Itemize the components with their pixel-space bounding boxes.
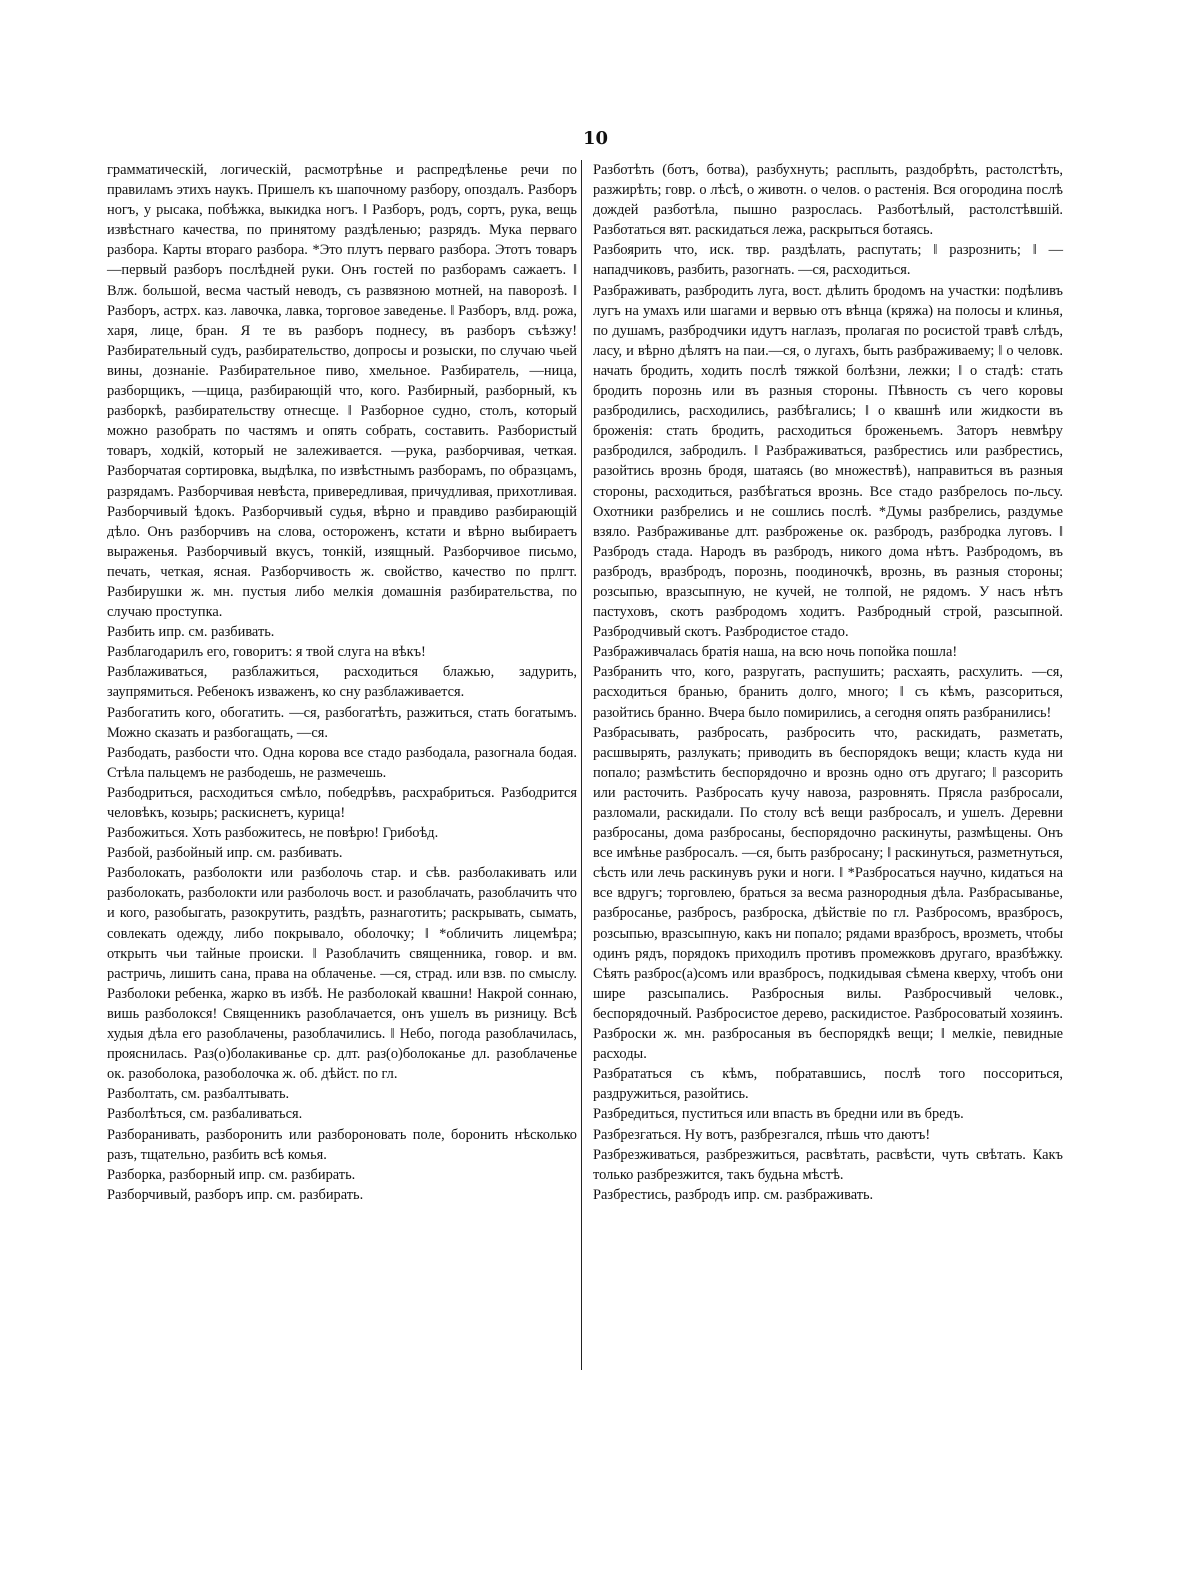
dictionary-entry: Разбодать, разбости что. Одна корова все стадо разбодала, разогнала бодая. Стѣла пальцемъ не разбодешь, не размечешь. xyxy=(107,744,577,781)
dictionary-entry: Разборка, разборный ипр. см. разбирать. xyxy=(107,1166,356,1183)
dictionary-entry: Разбрестись, разбродъ ипр. см. разбраживать. xyxy=(593,1186,874,1203)
page-number: 10 xyxy=(582,128,609,149)
right-column xyxy=(593,160,1063,1205)
dictionary-entry: Разбранить что, кого, разругать, распушить; расхаять, расхулить. —ся, расходиться бранью, бранить долго, много; ‖ съ кѣмъ, разсориться, разойтись бранно. Вчера было помирились, а сегодня опять разбранились! xyxy=(593,664,1063,721)
dictionary-entry: Разбрезгаться. Ну вотъ, разбрезгался, пѣшь что даютъ! xyxy=(593,1126,931,1143)
dictionary-entry: Разбить ипр. см. разбивать. xyxy=(107,624,275,641)
dictionary-entry: Разбраживчалась братія наша, на всю ночь попойка пошла! xyxy=(593,644,958,661)
dictionary-entry: Разборанивать, разборонить или разборонoвать поле, боронить нѣсколько разъ, тщательно, разбить всѣ комья. xyxy=(107,1126,577,1163)
dictionary-entry: Разбрезживаться, разбрезжиться, расвѣтать, расвѣсти, чуть свѣтать. Какъ только разбрезжится, такъ будьна мѣстѣ. xyxy=(593,1146,1063,1183)
column-divider xyxy=(581,160,582,1370)
dictionary-entry: Разбогатить кого, обогатить. —ся, разбогатѣть, разжиться, стать богатымъ. Можно сказать и разбогащать, —ся. xyxy=(107,704,577,741)
dictionary-entry: Разбоярить что, иск. твр. раздѣлать, распутать; ‖ разрознить; ‖ —нападчиковъ, разбить, разогнать. —ся, расходиться. xyxy=(593,242,1063,279)
dictionary-entry: Разболѣться, см. разбаливаться. xyxy=(107,1106,303,1123)
dictionary-entry: Разблаживаться, разблажиться, расходиться блажью, задурить, заупрямиться. Ребенокъ изваженъ, ко сну разблаживается. xyxy=(107,664,577,701)
dictionary-entry: Разбрататься съ кѣмъ, побратавшись, послѣ того поссориться, раздружиться, разойтись. xyxy=(593,1066,1063,1103)
dictionary-entry: Разбрасывать, разбросать, разбросить что, раскидать, разметать, расшвырять, разлукать; приводить въ беспорядокъ вещи; класть куда ни попало; размѣстить беспорядочно и врознь одно отъ другаго; ‖ разсорить или расточить. Разбросать кучу навоза, разровнять. Прясла разбросали, разломали, раскидали. По столу всѣ вещи разбросалъ, и ушелъ. Деревни разбросаны, дома разбросаны, беспорядочно раскинуты, размѣщены. Онъ все имѣнье разбросалъ. —ся, быть разбросану; ‖ раскинуться, разметнуться, сѣсть или лечь раскинувъ руки и ноги. ‖ *Разбросаться научно, кидаться на все вдругъ; торговлею, браться за весма разнородныя дѣла. Разбрасыванье, разбросанье, разбросъ, разброска, дѣйствіе по гл. Разбросомъ, вразбросъ, розсыпью, вразсыпную, какъ ни попало; рядами вразбросъ, врозметь, чтобы одинъ рядъ, порядокъ приходилъ противъ промежковъ другаго, вразбѣжку. Сѣять разброс(а)сомъ или вразбросъ, подкидывая сѣмена кверху, чтобъ они шире разсыпались. Разбросныя вилы. Разбросчивый человк., беспорядочный. Разбросистое дерево, раскидистое. Разбросоватый хозяинъ. Разброски ж. мн. разбросаныя въ беспорядкѣ вещи; ‖ мелкіе, певидные расходы. xyxy=(593,724,1063,1063)
dictionary-entry: Разбой, разбойный ипр. см. разбивать. xyxy=(107,845,343,862)
dictionary-entry: Разбожиться. Хоть разбожитесь, не повѣрю! Грибоѣд. xyxy=(107,825,439,842)
dictionary-entry: Разборчивый, разборъ ипр. см. разбирать. xyxy=(107,1186,364,1203)
dictionary-entry: Разботѣть (ботъ, ботва), разбухнуть; расплыть, раздобрѣть, растолстѣть, разжирѣть; говр. о лѣсѣ, о животн. о челов. о растенія. Вся огородина послѣ дождей разботѣла, пышно разрослась. Разботѣлый, растолстѣвшій. Разботаться вят. раскидаться лежа, раскрыться ботаясь. xyxy=(593,162,1063,239)
dictionary-entry: Разболокать, разболокти или разболочь стар. и сѣв. разболакивать или разболокать, разболокти или разболочь вост. и разоблачать, разоблачить что и кого, разобыгать, разокрутить, раздѣть, разнаготить; раскрывать, сымать, совлекать одежду, либо покрывало, оболочку; ‖ *обличить лицемѣра; открыть чьи тайные происки. ‖ Разоблачить священника, говор. и вм. растричь, лишить сана, права на облаченье. —ся, страд. или взв. по смыслу. Разболоки ребенка, жарко въ избѣ. Не разболокай квашни! Накрой соннаю, вишь разболокся! Священникъ разоблачается, онъ ушелъ въ ризницу. Всѣ худыя дѣла его разоблачены, разоблачились. ‖ Небо, погода разоблачилась, прояснилась. Раз(о)болакиванье ср. длт. раз(о)болоканье дл. разоблаченье ок. разоболока, разоболочка ж. об. дѣйст. по гл. xyxy=(107,865,577,1083)
dictionary-entry: грамматическій, логическій, расмотрѣнье и распредѣленье речи по правиламъ этихъ наукъ. Пришелъ къ шапочному разбору, опоздалъ. Разборъ ногъ, у рысака, побѣжка, выкидка ногъ. ‖ Разборъ, родъ, сортъ, рука, вещь извѣстнаго качества, по принятому раздѣленью; разрядъ. Мука перваго разбора. Карты втораго разбора. *Это плутъ перваго разбора. Этотъ товаръ—первый разборъ послѣдней руки. Онъ гостей по разборамъ сажаетъ. ‖ Влж. большой, весма частый неводъ, съ развязною мотней, на паворозѣ. ‖ Разборъ, астрх. каз. лавочка, лавка, торговое заведенье. ‖ Разборъ, влд. рожа, харя, лице, бран. Я те въ разборъ поднесу, въ разборъ съѣзжу! Разбирательный судъ, разбирательство, допросы и розыски, по случаю чьей вины, дознаніе. Разбирательное пиво, хмельное. Разбиратель, —ница, разборщикъ, —щица, разбирающій что, кого. Разбирный, разборный, къ разборкѣ, разбирательству отнесще. ‖ Разборное судно, столъ, который можно разобрать по частямъ и опять собрать, составить. Разбористый товаръ, ходкій, который не залеживается. —рука, разборчивая, четкая. Разборчатая сортировка, выдѣлка, по извѣстнымъ разборамъ, по образцамъ, разрядамъ. Разборчивая невѣста, привередливая, причудливая, прихотливая. Разборчивый ѣдокъ. Разборчивый судья, вѣрно и правдиво разбирающій дѣло. Онъ разборчивъ на слова, остороженъ, кстати и вѣрно выбираетъ выраженья. Разборчивый вкусъ, тонкій, изящный. Разборчивое письмо, печать, четкая, ясная. Разборчивость ж. свойство, качество по прлгт. Разбирушки ж. мн. пустыя либо мелкія домашнія разбирательства, по случаю проступка. xyxy=(107,162,577,621)
dictionary-entry: Разблагодарилъ его, говоритъ: я твой слуга на вѣкъ! xyxy=(107,644,426,661)
dictionary-entry: Разбраживать, разбродить луга, вост. дѣлить бродомъ на участки: подѣливъ лугъ на умахъ или шагами и вервью отъ вѣнца (кряжа) на полосы и клинья, по душамъ, разбродчики идутъ наглазъ, пролагая по росистой травѣ слѣдъ, ласу, и вѣрно дѣлятъ на паи.—ся, о лугахъ, быть разбраживаему; ‖ о человк. начать бродить, ходить послѣ тяжкой болѣзни, лежки; ‖ о стадѣ: стать бродить порознь или въ разныя стороны. Пѣвность съ чего коровы разбродились, расходились, разбѣгались; ‖ о квашнѣ или жидкости въ броженія: стать бродить, расходиться броженьемъ. Заторъ невмѣру разбродился, забродилъ. ‖ Разбраживаться, разбрестись или разбрестись, разойтись врознь бродя, шатаясь (во множествѣ), направиться въ разныя стороны, расходиться, разбѣгаться врознь. Все стадо разбрелось по-льсу. Охотники разбрелись и не сошлись послѣ. *Думы разбрелись, раздумье взяло. Разбраживанье длт. разброженье ок. разбродъ, разбродка луговъ. ‖ Разбродъ стада. Народъ въ разбродъ, никого дома нѣтъ. Разбродомъ, въ разбродъ, вразбродъ, порознь, поодиночкѣ, врознь, въ разныя стороны; розсыпью, вразсыпную, не кучей, не толпой, не рядомъ. У насъ нѣтъ пастуховъ, скотъ разбродомъ ходитъ. Разбродный строй, разсыпной. Разбродчивый скотъ. Разбродистое стадо. xyxy=(593,282,1063,641)
left-column xyxy=(107,160,577,1205)
dictionary-entry: Разбодриться, расходиться смѣло, победрѣвъ, расхрабриться. Разбодрится человѣкъ, козырь; раскиснетъ, курица! xyxy=(107,784,577,821)
dictionary-entry: Разболтать, см. разбалтывать. xyxy=(107,1086,290,1103)
dictionary-entry: Разбредиться, пуститься или впасть въ бредни или въ бредъ. xyxy=(593,1106,964,1123)
